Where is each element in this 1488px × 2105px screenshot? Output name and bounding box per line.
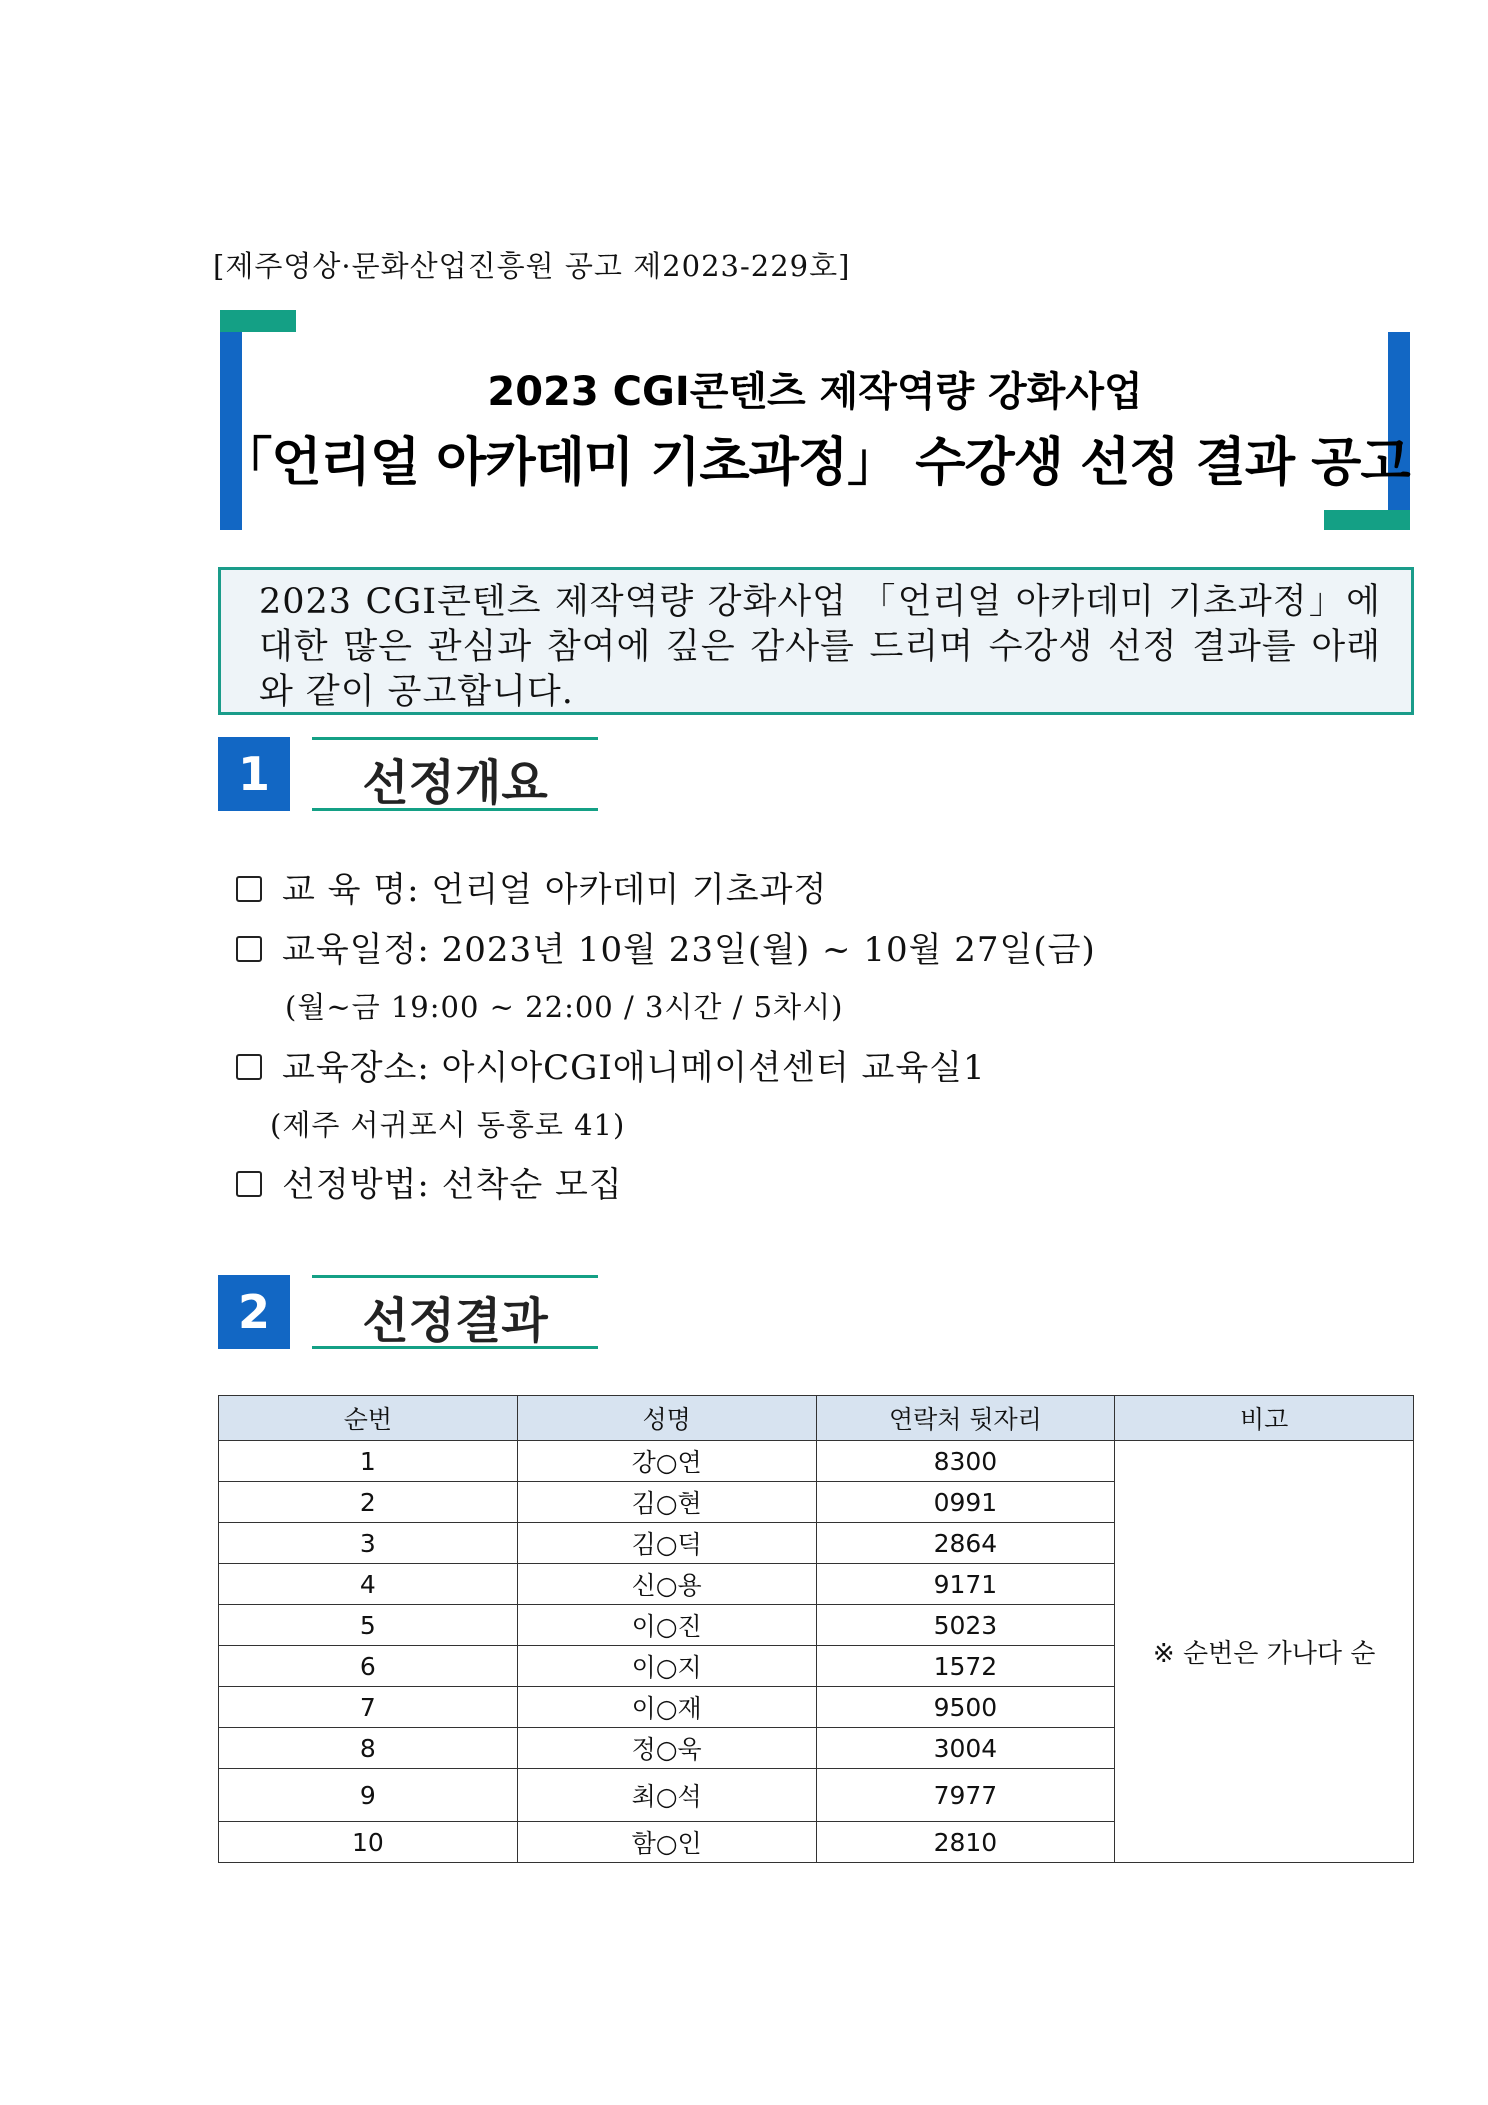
title-block (220, 310, 1410, 530)
checkbox-icon (236, 1171, 262, 1197)
cell-contact: 8300 (816, 1441, 1115, 1482)
cell-name: 이○진 (517, 1605, 816, 1646)
cell-contact: 0991 (816, 1482, 1115, 1523)
section-1-title: 선정개요 (362, 755, 548, 811)
table-header-row (219, 1396, 1414, 1441)
cell-contact: 7977 (816, 1769, 1115, 1822)
cell-note: ※ 순번은 가나다 순 (1115, 1441, 1414, 1863)
cell-contact: 3004 (816, 1728, 1115, 1769)
cell-number: 9 (219, 1769, 518, 1822)
intro-text: 2023 CGI콘텐츠 제작역량 강화사업 「언리얼 아카데미 기초과정」에 대한 많은 관심과 참여에 깊은 감사를 드리며 수강생 선정 결과를 아래와 같이 공고합니다. (259, 582, 1381, 712)
cell-name: 신○용 (517, 1564, 816, 1605)
info-item-label: 교육일정: 2023년 10월 23일(월) ~ 10월 27일(금) (282, 930, 1096, 970)
title-line-1: 2023 CGI콘텐츠 제작역량 강화사업 (487, 369, 1143, 415)
cell-number: 7 (219, 1687, 518, 1728)
title-line-2: 「언리얼 아카데미 기초과정」 수강생 선정 결과 공고 (220, 433, 1410, 493)
cell-contact: 9171 (816, 1564, 1115, 1605)
cell-number: 3 (219, 1523, 518, 1564)
cell-name: 이○재 (517, 1687, 816, 1728)
cell-contact: 2864 (816, 1523, 1115, 1564)
cell-number: 8 (219, 1728, 518, 1769)
cell-number: 5 (219, 1605, 518, 1646)
cell-name: 김○덕 (517, 1523, 816, 1564)
result-table (218, 1395, 1414, 1863)
info-location-detail: (제주 서귀포시 동홍로 41) (270, 1108, 626, 1142)
section-2-title: 선정결과 (362, 1293, 548, 1349)
cell-contact: 2810 (816, 1822, 1115, 1863)
cell-number: 10 (219, 1822, 518, 1863)
checkbox-icon (236, 876, 262, 902)
header-name: 성명 (517, 1396, 816, 1441)
info-item-label: 교육장소: 아시아CGI애니메이션센터 교육실1 (282, 1048, 986, 1088)
notice-number: [제주영상·문화산업진흥원 공고 제2023-229호] (213, 249, 851, 283)
info-item-location (236, 1040, 986, 1089)
cell-name: 강○연 (517, 1441, 816, 1482)
checkbox-icon (236, 936, 262, 962)
section-2-header (218, 1275, 598, 1349)
intro-box (218, 567, 1414, 715)
cell-number: 6 (219, 1646, 518, 1687)
info-item-method (236, 1157, 623, 1206)
info-item-label: 교 육 명: 언리얼 아카데미 기초과정 (282, 870, 828, 910)
info-item-schedule (236, 922, 1096, 971)
cell-name: 김○현 (517, 1482, 816, 1523)
info-schedule-detail: (월~금 19:00 ~ 22:00 / 3시간 / 5차시) (285, 990, 844, 1024)
cell-contact: 9500 (816, 1687, 1115, 1728)
header-number: 순번 (219, 1396, 518, 1441)
cell-contact: 5023 (816, 1605, 1115, 1646)
cell-name: 최○석 (517, 1769, 816, 1822)
info-item-label: 선정방법: 선착순 모집 (282, 1165, 623, 1205)
cell-number: 2 (219, 1482, 518, 1523)
section-1-number: 1 (218, 737, 290, 811)
cell-name: 이○지 (517, 1646, 816, 1687)
table-row (219, 1441, 1414, 1482)
cell-contact: 1572 (816, 1646, 1115, 1687)
cell-number: 4 (219, 1564, 518, 1605)
header-note: 비고 (1115, 1396, 1414, 1441)
title-accent-green-bottom (1324, 510, 1410, 530)
section-2-number: 2 (218, 1275, 290, 1349)
header-contact: 연락처 뒷자리 (816, 1396, 1115, 1441)
section-1-header (218, 737, 598, 811)
cell-number: 1 (219, 1441, 518, 1482)
cell-name: 정○욱 (517, 1728, 816, 1769)
checkbox-icon (236, 1054, 262, 1080)
info-item-course-name (236, 862, 827, 911)
title-accent-green-top (220, 310, 296, 332)
cell-name: 함○인 (517, 1822, 816, 1863)
